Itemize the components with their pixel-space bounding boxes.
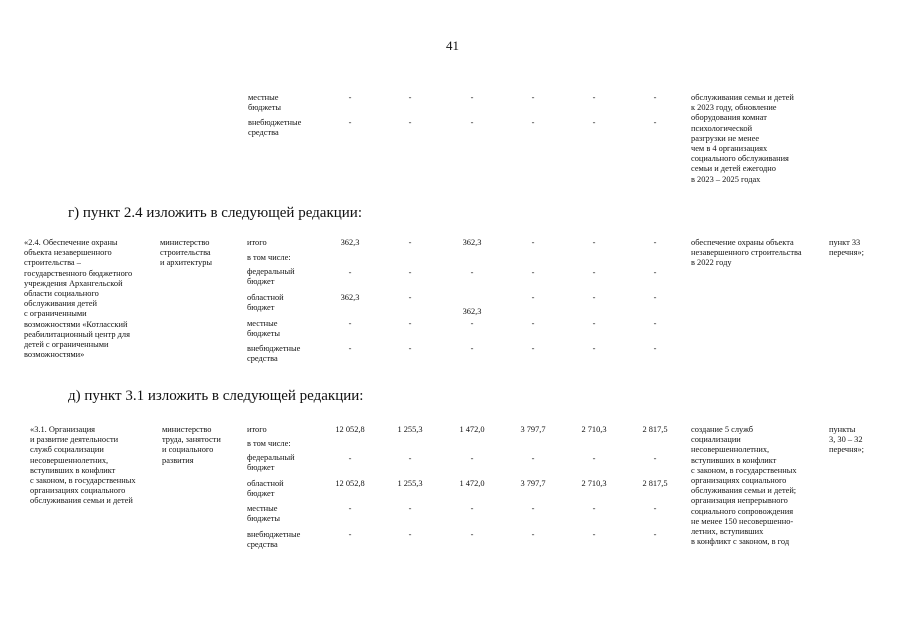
- value-cell: -: [592, 268, 596, 277]
- heading-g: г) пункт 2.4 изложить в следующей редакции:: [68, 205, 362, 221]
- value-cell: -: [531, 118, 535, 127]
- value-cell: -: [348, 118, 352, 127]
- value-cell: -: [348, 530, 352, 539]
- heading-d: д) пункт 3.1 изложить в следующей редакции:: [68, 388, 364, 404]
- value-cell: -: [408, 293, 412, 302]
- value-cell: -: [592, 344, 596, 353]
- value-cell: -: [470, 319, 474, 328]
- value-cell: -: [470, 268, 474, 277]
- source-label: внебюджетные средства: [247, 344, 301, 364]
- value-cell: -: [592, 504, 596, 513]
- value-cell: -: [470, 530, 474, 539]
- value-cell: -: [531, 238, 535, 247]
- value-cell: -: [470, 504, 474, 513]
- source-label: местные бюджеты: [248, 93, 282, 113]
- value-cell: -: [653, 319, 657, 328]
- value-cell: -: [408, 268, 412, 277]
- source-label: местные бюджеты: [247, 504, 281, 524]
- source-label: областной бюджет: [247, 293, 284, 313]
- value-cell: -: [408, 319, 412, 328]
- value-cell: -: [592, 530, 596, 539]
- reference: пункты 3, 30 – 32 перечня»;: [829, 425, 864, 455]
- value-cell: -: [348, 268, 352, 277]
- value-cell: -: [531, 319, 535, 328]
- value-cell: -: [531, 293, 535, 302]
- executor: министерство труда, занятости и социального развития: [162, 425, 221, 465]
- source-label: областной бюджет: [247, 479, 284, 499]
- value-cell: 1 255,3: [397, 479, 423, 488]
- value-cell: -: [653, 268, 657, 277]
- value-cell: 3 797,7: [520, 425, 546, 434]
- source-label: местные бюджеты: [247, 319, 281, 339]
- value-cell: -: [592, 238, 596, 247]
- value-cell: -: [470, 118, 474, 127]
- value-cell: 1 472,0: [459, 479, 485, 488]
- value-cell: -: [653, 118, 657, 127]
- value-cell: -: [653, 454, 657, 463]
- value-cell: -: [348, 454, 352, 463]
- value-cell: -: [348, 319, 352, 328]
- source-label: итого: [247, 425, 267, 434]
- value-cell: -: [592, 93, 596, 102]
- result-text: обеспечение охраны объекта незавершенного строительства в 2022 году: [691, 238, 802, 268]
- value-cell: 2 817,5: [642, 425, 668, 434]
- value-cell: 2 817,5: [642, 479, 668, 488]
- value-cell: 12 052,8: [335, 479, 365, 488]
- value-cell: -: [348, 504, 352, 513]
- value-cell: -: [531, 344, 535, 353]
- source-label: федеральный бюджет: [247, 267, 295, 287]
- value-cell: -: [592, 118, 596, 127]
- reference: пункт 33 перечня»;: [829, 238, 864, 258]
- value-cell: 362,3: [340, 293, 360, 302]
- value-cell: 1 472,0: [459, 425, 485, 434]
- value-cell: -: [653, 93, 657, 102]
- value-cell: -: [408, 530, 412, 539]
- source-label: в том числе:: [247, 439, 291, 448]
- value-cell: -: [348, 344, 352, 353]
- value-cell: 3 797,7: [520, 479, 546, 488]
- value-cell: -: [531, 454, 535, 463]
- block-continuation: [0, 0, 905, 200]
- value-cell: -: [470, 344, 474, 353]
- value-cell: -: [531, 504, 535, 513]
- value-cell: -: [592, 293, 596, 302]
- block-item-2-4: [0, 230, 905, 380]
- value-cell: -: [653, 293, 657, 302]
- value-cell: -: [653, 530, 657, 539]
- value-cell: 1 255,3: [397, 425, 423, 434]
- page-number: 41: [446, 38, 459, 53]
- value-cell: -: [531, 93, 535, 102]
- value-cell: -: [408, 238, 412, 247]
- value-cell: -: [653, 344, 657, 353]
- source-label: федеральный бюджет: [247, 453, 295, 473]
- value-cell: -: [348, 93, 352, 102]
- source-label: итого: [247, 238, 267, 247]
- value-cell: -: [531, 530, 535, 539]
- value-cell: 2 710,3: [581, 479, 607, 488]
- value-cell: -: [408, 93, 412, 102]
- result-text: создание 5 служб социализации несовершеннолетних, вступивших в конфликт с законом, в государственных организациях социального обслуживания семьи и детей; организация непрерывного социального сопровождения не менее 150 несовершенно- летних, вступивших в конфликт с законом, в год: [691, 425, 797, 547]
- value-cell: -: [408, 504, 412, 513]
- value-cell: -: [531, 268, 535, 277]
- value-cell: -: [653, 504, 657, 513]
- value-cell: -: [408, 344, 412, 353]
- value-cell: 362,3: [340, 238, 360, 247]
- source-label: внебюджетные средства: [248, 118, 302, 138]
- item-name: «2.4. Обеспечение охраны объекта незавершенного строительства – государственного бюджетного учреждения Архангельской области социального обслуживания детей с ограниченными возможностями «Котласский реабилитационный центр для детей с ограниченными возможностями»: [24, 238, 133, 360]
- value-cell: 2 710,3: [581, 425, 607, 434]
- value-cell: -: [470, 93, 474, 102]
- item-name: «3.1. Организация и развитие деятельности служб социализации несовершеннолетних, вступивших в конфликт с законом, в государственных организациях социального обслуживания семьи и детей: [30, 425, 136, 506]
- executor: министерство строительства и архитектуры: [160, 238, 213, 268]
- value-cell: -: [653, 238, 657, 247]
- value-cell: 12 052,8: [335, 425, 365, 434]
- value-cell: 362,3: [462, 238, 482, 247]
- value-cell: -: [408, 454, 412, 463]
- value-cell: -: [592, 319, 596, 328]
- source-label: внебюджетные средства: [247, 530, 301, 550]
- value-cell: -: [408, 118, 412, 127]
- value-cell: -: [470, 454, 474, 463]
- source-label: в том числе:: [247, 253, 291, 262]
- value-cell: -: [592, 454, 596, 463]
- result-text: обслуживания семьи и детей к 2023 году, обновление оборудования комнат психологической разгрузки не менее чем в 4 организациях социального обслуживания семьи и детей ежегодно в 2023 – 2025 годах: [691, 93, 794, 184]
- value-cell: 362,3: [462, 307, 482, 316]
- block-item-3-1: [0, 418, 905, 568]
